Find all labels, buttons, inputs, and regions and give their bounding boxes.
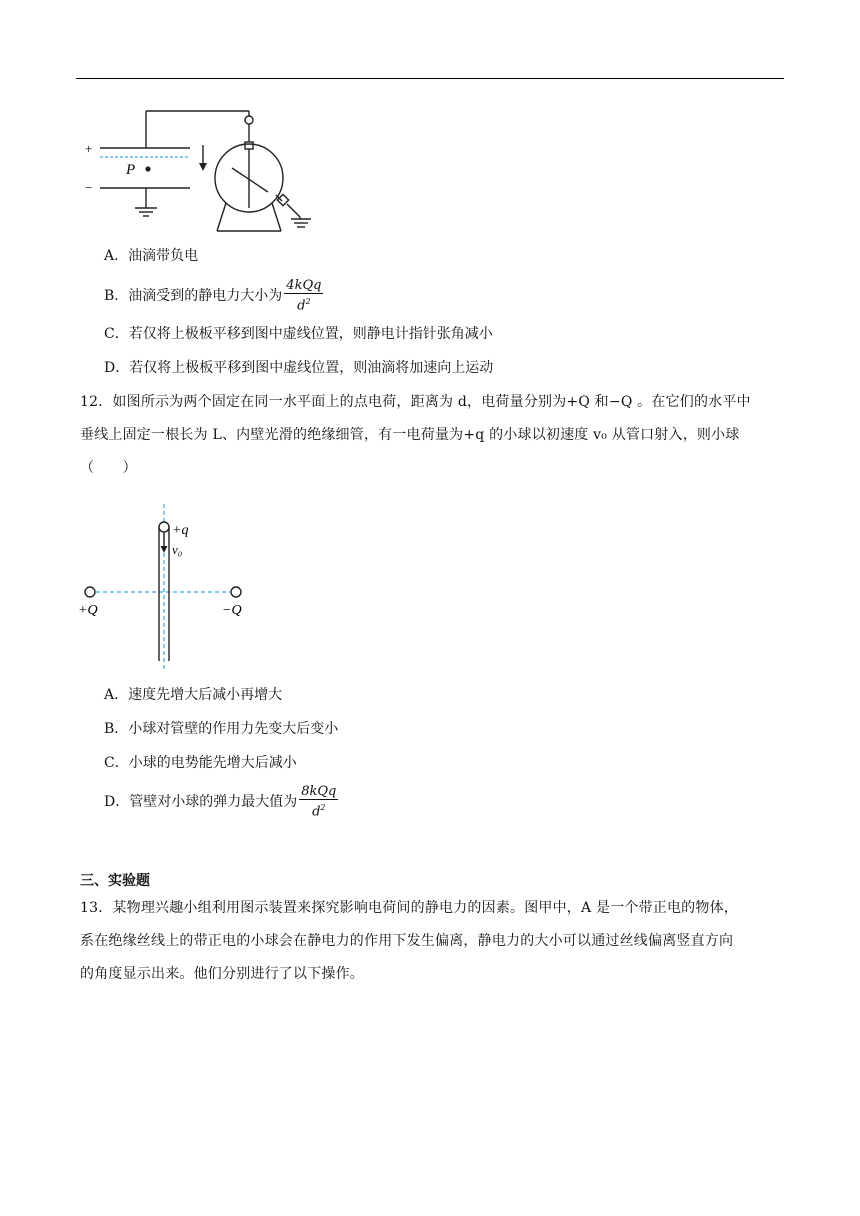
q12-option-d xyxy=(104,784,338,820)
q13-stem-line-3: 的角度显示出来。他们分别进行了以下操作。 xyxy=(80,966,364,982)
minus-sign: − xyxy=(85,180,93,195)
q12-option-d-text: D．管壁对小球的弹力最大值为 xyxy=(104,794,298,810)
q12-option-d-fraction xyxy=(299,784,338,819)
q12-stem-line-3: （ ） xyxy=(80,460,137,476)
fraction-numerator: 4kQq xyxy=(286,278,322,294)
fraction-denominator: $d^2$ xyxy=(297,297,311,314)
q11-option-b xyxy=(104,278,323,314)
point-label: P xyxy=(126,162,136,178)
q12-option-b xyxy=(104,719,338,739)
q12-option-a-text: A．速度先增大后减小再增大 xyxy=(104,687,283,703)
q11-option-a-text: A．油滴带负电 xyxy=(104,248,199,264)
q12-option-c-text: C．小球的电势能先增大后减小 xyxy=(104,755,297,771)
capacitor-electrometer-figure xyxy=(78,108,328,236)
q11-option-c-text: C．若仅将上极板平移到图中虚线位置，则静电计指针张角减小 xyxy=(104,326,493,342)
charges-tube-figure xyxy=(76,504,256,672)
q11-option-c xyxy=(104,324,493,344)
negative-charge-label: −Q xyxy=(222,603,242,618)
positive-charge-label: +Q xyxy=(78,603,98,618)
q11-option-b-text: B．油滴受到的静电力大小为 xyxy=(104,288,283,304)
q13-stem-line-1: 13．某物理兴趣小组利用图示装置来探究影响电荷间的静电力的因素。图甲中，A 是一个带正电的物体， xyxy=(80,900,738,916)
ball-charge-label: +q xyxy=(172,523,189,538)
q11-option-b-fraction xyxy=(284,278,323,313)
q12-option-c xyxy=(104,753,297,773)
q12-stem-line-2: 垂线上固定一根长为 L、内壁光滑的绝缘细管，有一电荷量为+q 的小球以初速度 v₀ 从管口射入，则小球 xyxy=(80,427,740,443)
velocity-label: v₀ xyxy=(172,542,183,557)
q12-option-b-text: B．小球对管壁的作用力先变大后变小 xyxy=(104,721,339,737)
q11-option-a xyxy=(104,246,198,266)
q13-stem xyxy=(80,892,784,991)
section-heading: 三、实验题 xyxy=(80,873,150,889)
q12-stem-line-1: 12．如图所示为两个固定在同一水平面上的点电荷，距离为 d，电荷量分别为+Q 和−Q 。在它们的水平中 xyxy=(80,394,751,410)
q11-option-d xyxy=(104,358,493,378)
q12-option-a xyxy=(104,685,282,705)
q12-stem xyxy=(80,386,784,485)
header-rule xyxy=(76,78,784,79)
fraction-denominator: $d^2$ xyxy=(312,803,326,820)
q13-stem-line-2: 系在绝缘丝线上的带正电的小球会在静电力的作用下发生偏离，静电力的大小可以通过丝线偏离竖直方向 xyxy=(80,933,734,949)
fraction-numerator: 8kQq xyxy=(301,784,337,800)
plus-sign: + xyxy=(85,141,93,156)
q11-option-d-text: D．若仅将上极板平移到图中虚线位置，则油滴将加速向上运动 xyxy=(104,360,494,376)
